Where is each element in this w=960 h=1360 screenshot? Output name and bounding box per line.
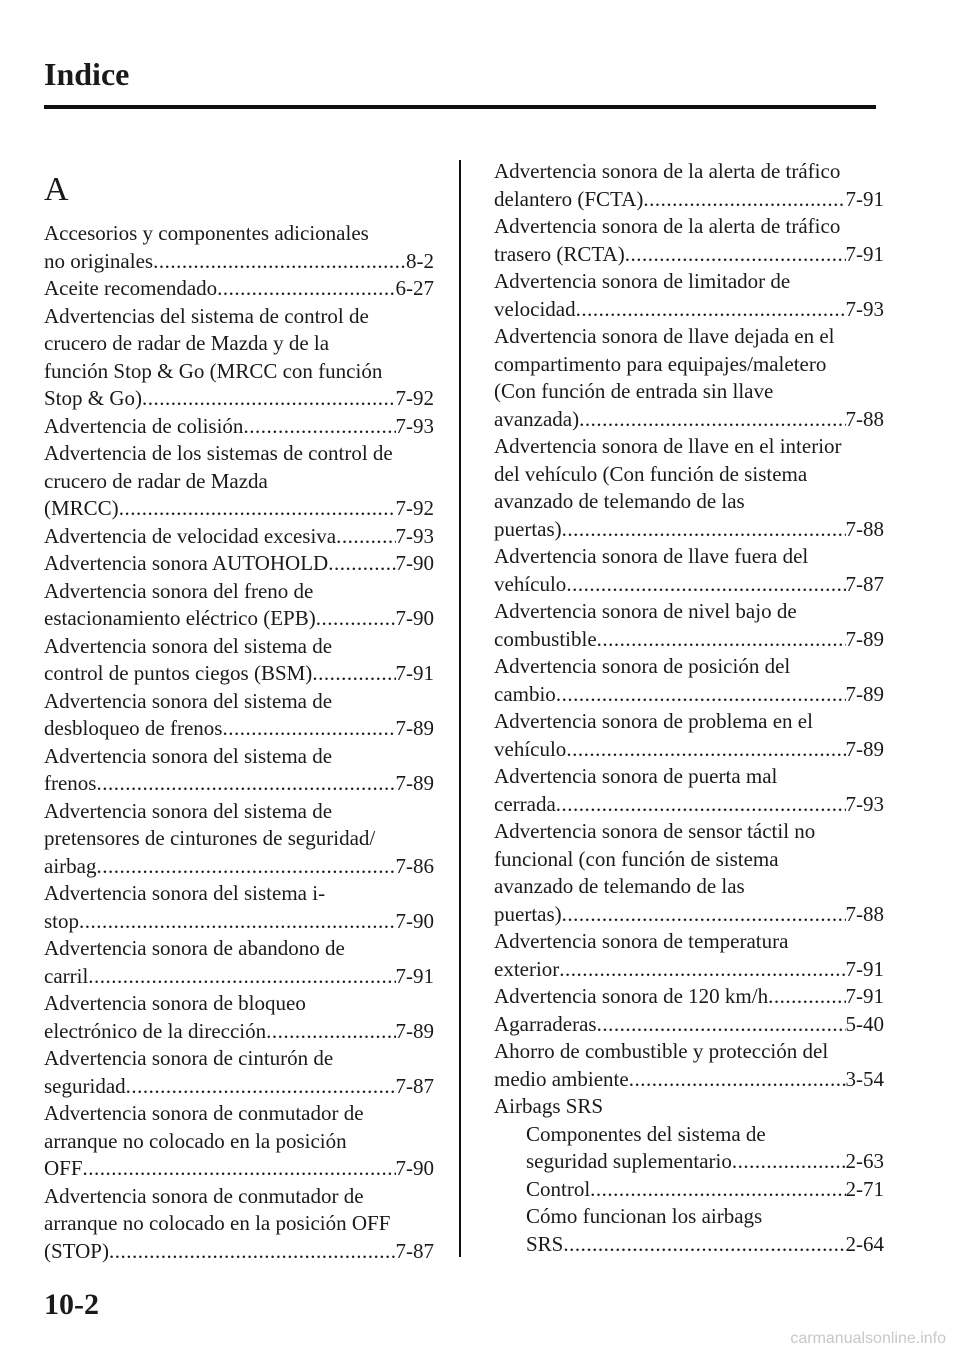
index-entry-text: del vehículo (Con función de sistema	[494, 461, 808, 486]
dot-leader	[83, 1155, 396, 1183]
index-entry-page: 2-63	[845, 1149, 884, 1173]
dot-leader	[336, 523, 395, 551]
dot-leader	[109, 1238, 396, 1266]
index-entry-text: Advertencia sonora de problema en el	[494, 709, 813, 733]
page-title: Indice	[44, 56, 130, 92]
index-entry	[494, 268, 884, 323]
index-entry	[494, 1038, 884, 1093]
index-entry	[494, 983, 884, 1011]
index-entry-leader-line	[44, 523, 434, 551]
index-entry-page: 7-88	[845, 901, 884, 926]
index-entry-text: arranque no colocado en la posición OFF	[44, 1211, 391, 1235]
index-entry-page: 7-93	[845, 296, 884, 321]
dot-leader	[96, 770, 395, 798]
index-entry-page: 7-91	[845, 186, 884, 211]
dot-leader	[328, 550, 395, 578]
index-entry-leader-line	[494, 1231, 884, 1259]
dot-leader	[126, 1073, 396, 1101]
index-entry-leader-line	[494, 736, 884, 764]
index-entry-page: 7-89	[845, 681, 884, 706]
index-entry-page: 7-93	[845, 791, 884, 816]
dot-leader	[153, 248, 406, 276]
index-entry-text: Advertencia sonora del sistema de	[44, 688, 333, 713]
index-entry	[494, 323, 884, 433]
index-entry-text: OFF	[44, 1156, 83, 1180]
header-rule	[44, 105, 876, 109]
index-entry-leader-line	[44, 908, 434, 936]
dot-leader	[643, 186, 845, 214]
index-entry-page: 7-90	[395, 606, 434, 630]
index-entry	[44, 688, 434, 743]
index-entry-leader-line	[494, 983, 884, 1011]
index-entry	[494, 158, 884, 213]
index-entry-text: medio ambiente	[494, 1066, 629, 1091]
index-entry-page: 2-64	[845, 1231, 884, 1256]
index-column-right	[494, 158, 884, 1258]
index-entry-text: frenos	[44, 771, 97, 795]
index-entry-leader-line	[44, 385, 434, 413]
index-entry-text: crucero de radar de Mazda y de la	[44, 331, 330, 355]
index-entry-page: 7-88	[845, 516, 884, 541]
dot-leader	[266, 1018, 395, 1046]
index-entry-text: Cómo funcionan los airbags	[526, 1204, 763, 1228]
index-entry	[44, 413, 434, 441]
index-entry-text: combustible	[494, 626, 597, 651]
index-entry	[494, 433, 884, 543]
index-entry-page: 7-87	[395, 1073, 434, 1098]
index-entry	[494, 708, 884, 763]
index-entry	[44, 743, 434, 798]
index-entry	[44, 880, 434, 935]
index-entry	[494, 1203, 884, 1258]
index-entry-text: (Con función de entrada sin llave	[494, 379, 774, 403]
index-entry-leader-line	[494, 1066, 884, 1094]
index-entry-text: Aceite recomendado	[44, 276, 218, 300]
index-entry-text: Airbags SRS	[494, 1094, 604, 1118]
index-entry	[44, 990, 434, 1045]
dot-leader	[316, 605, 396, 633]
dot-leader	[590, 1176, 845, 1204]
index-entry-text: Advertencia sonora de puerta mal	[494, 764, 778, 788]
index-entry-text: control de puntos ciegos (BSM)	[44, 661, 313, 685]
dot-leader	[556, 791, 846, 819]
index-entry-page: 7-89	[395, 771, 434, 795]
index-entry-leader-line	[44, 550, 434, 578]
index-entry-page: 6-27	[395, 276, 434, 300]
index-entry	[494, 213, 884, 268]
index-entry	[44, 1045, 434, 1100]
index-entry-text: Advertencia sonora de llave dejada en el	[494, 324, 835, 348]
index-entry-page: 7-89	[845, 626, 884, 651]
index-entry-page: 7-87	[395, 1238, 434, 1263]
index-entries-right	[494, 158, 884, 1258]
index-entry-text: carril	[44, 963, 89, 988]
index-entry-text: crucero de radar de Mazda	[44, 468, 268, 493]
index-entry-page: 7-91	[395, 963, 434, 988]
index-entry-text: Agarraderas	[494, 1011, 597, 1036]
index-entry-page: 7-87	[845, 571, 884, 596]
index-entry-text: funcional (con función de sistema	[494, 846, 779, 871]
index-entry-text: (STOP)	[44, 1238, 109, 1263]
index-entry-page: 2-71	[845, 1176, 884, 1201]
dot-leader	[566, 571, 845, 599]
index-entry-leader-line	[494, 791, 884, 819]
index-entry-text: Advertencia sonora del sistema de	[44, 743, 333, 768]
index-entry-text: Advertencia sonora de conmutador de	[44, 1183, 364, 1208]
index-entry-page: 7-90	[395, 908, 434, 933]
index-entry-page: 7-88	[845, 406, 884, 431]
dot-leader	[79, 908, 395, 936]
index-entry-text: Advertencia sonora de llave fuera del	[494, 544, 809, 568]
index-entry	[494, 818, 884, 928]
index-entry-text: avanzado de telemando de las	[494, 489, 745, 513]
index-entry-text: pretensores de cinturones de seguridad/	[44, 826, 376, 850]
column-divider	[459, 160, 461, 1257]
index-entry-text: delantero (FCTA)	[494, 186, 644, 211]
index-entry-text: arranque no colocado en la posición	[44, 1128, 347, 1153]
index-entry-text: Advertencia de velocidad excesiva	[44, 523, 337, 548]
dot-leader	[562, 901, 846, 929]
index-entry-text: cambio	[494, 681, 556, 706]
index-entry	[44, 1183, 434, 1266]
index-entry-text: Advertencia sonora de limitador de	[494, 269, 791, 293]
index-entry-page: 7-89	[395, 716, 434, 740]
index-entry-page: 7-91	[845, 984, 884, 1008]
index-entry	[494, 763, 884, 818]
index-entry-text: Advertencia sonora AUTOHOLD	[44, 551, 329, 575]
index-entry-leader-line	[44, 853, 434, 881]
dot-leader	[563, 1231, 845, 1259]
dot-leader	[142, 385, 395, 413]
index-entry-leader-line	[494, 571, 884, 599]
index-entry	[494, 1176, 884, 1204]
index-entry-page: 7-89	[395, 1018, 434, 1043]
index-entry-leader-line	[494, 1176, 884, 1204]
index-entry-text: avanzado de telemando de las	[494, 874, 745, 898]
dot-leader	[96, 853, 395, 881]
index-entry-leader-line	[44, 660, 434, 688]
index-entry-leader-line	[44, 1073, 434, 1101]
index-entry-text: Advertencia sonora del sistema de	[44, 798, 333, 823]
index-entry-text: Advertencia sonora de llave en el interior	[494, 434, 842, 458]
index-entry-text: Advertencia sonora de abandono de	[44, 936, 345, 960]
dot-leader	[597, 1011, 846, 1039]
index-entry	[44, 578, 434, 633]
index-entry-page: 7-90	[395, 551, 434, 575]
dot-leader	[222, 715, 395, 743]
index-entry	[44, 303, 434, 413]
index-entry	[494, 928, 884, 983]
index-entry-leader-line	[44, 1018, 434, 1046]
index-entry-text: Control	[526, 1176, 591, 1201]
index-entry-text: Advertencia sonora de cinturón de	[44, 1046, 334, 1070]
index-entry-text: Advertencia sonora de temperatura	[494, 929, 789, 953]
index-entry-text: estacionamiento eléctrico (EPB)	[44, 606, 316, 630]
index-entry-page: 7-86	[395, 853, 434, 878]
index-entry-text: Advertencia sonora del freno de	[44, 578, 314, 603]
index-entry-page: 7-91	[845, 956, 884, 981]
index-entry	[494, 543, 884, 598]
index-entry-leader-line	[494, 516, 884, 544]
index-entry-text: Stop & Go)	[44, 386, 143, 410]
index-entry-page: 7-92	[395, 386, 434, 410]
index-entry-text: Advertencia sonora del sistema de	[44, 633, 333, 658]
index-entry-text: Advertencia sonora del sistema i-	[44, 881, 326, 905]
index-entry-leader-line	[44, 715, 434, 743]
index-entry	[44, 275, 434, 303]
index-entry	[44, 1100, 434, 1183]
index-entry-text: airbag	[44, 853, 97, 878]
index-entry-leader-line	[44, 275, 434, 303]
index-entry-page: 8-2	[406, 248, 434, 273]
index-entry-text: Advertencia sonora de la alerta de tráfico	[494, 159, 841, 183]
index-entry	[44, 935, 434, 990]
index-column-left	[44, 162, 434, 1265]
index-entry-text: SRS	[526, 1231, 564, 1256]
page-number: 10-2	[44, 1288, 99, 1321]
index-entry	[494, 1121, 884, 1176]
index-entry-text: no originales	[44, 248, 154, 273]
index-entry-text: Advertencia de colisión	[44, 413, 244, 438]
index-entry-page: 7-91	[395, 661, 434, 685]
index-entry-text: Advertencia sonora de bloqueo	[44, 991, 306, 1015]
index-entry-text: exterior	[494, 956, 560, 981]
index-entry-text: puertas)	[494, 516, 562, 541]
index-entry-page: 7-93	[395, 413, 434, 438]
index-entry-text: Componentes del sistema de	[526, 1121, 766, 1146]
index-entry-text: Accesorios y componentes adicionales	[44, 221, 369, 245]
index-entry-leader-line	[44, 1238, 434, 1266]
index-entry-leader-line	[494, 956, 884, 984]
index-entry	[44, 550, 434, 578]
index-entry-text: función Stop & Go (MRCC con función	[44, 358, 383, 383]
index-entry	[44, 523, 434, 551]
index-entry	[494, 1093, 884, 1121]
index-entry-text: compartimento para equipajes/maletero	[494, 351, 827, 376]
dot-leader	[625, 241, 846, 269]
index-entry-text: electrónico de la dirección	[44, 1018, 267, 1043]
index-entry-leader-line	[44, 248, 434, 276]
dot-leader	[566, 736, 845, 764]
index-entry-text: seguridad	[44, 1073, 126, 1098]
index-entry-leader-line	[494, 681, 884, 709]
index-entry-text: trasero (RCTA)	[494, 241, 625, 266]
dot-leader	[579, 406, 845, 434]
index-entry	[44, 220, 434, 275]
index-entry-leader-line	[44, 605, 434, 633]
index-entry-text: vehículo	[494, 571, 567, 596]
index-entry-text: desbloqueo de frenos	[44, 716, 223, 740]
index-entry-text: stop	[44, 908, 80, 933]
index-entry-page: 7-91	[845, 241, 884, 266]
dot-leader	[562, 516, 846, 544]
index-entry-page: 7-92	[395, 496, 434, 520]
index-entry-page: 7-93	[395, 523, 434, 548]
index-entry-text: cerrada	[494, 791, 556, 816]
index-entry-leader-line	[494, 186, 884, 214]
index-entry-text: Advertencia sonora de sensor táctil no	[494, 819, 816, 843]
index-entry	[44, 633, 434, 688]
index-entry-text: Advertencia de los sistemas de control de	[44, 441, 393, 465]
index-entry-text: Ahorro de combustible y protección del	[494, 1039, 829, 1063]
index-entry-leader-line	[494, 406, 884, 434]
dot-leader	[243, 413, 395, 441]
index-entry	[44, 440, 434, 523]
index-entry-text: Advertencia sonora de 120 km/h	[494, 984, 769, 1008]
index-entry-leader-line	[494, 1011, 884, 1039]
index-entry	[44, 798, 434, 881]
index-entry-leader-line	[44, 963, 434, 991]
index-entry-leader-line	[494, 1148, 884, 1176]
index-entry	[494, 653, 884, 708]
dot-leader	[88, 963, 395, 991]
index-entry-text: vehículo	[494, 736, 567, 761]
index-entry-text: velocidad	[494, 296, 576, 321]
index-entry-page: 7-89	[845, 736, 884, 761]
index-entries-left	[44, 220, 434, 1265]
index-entry-leader-line	[494, 241, 884, 269]
index-entry-page: 5-40	[845, 1011, 884, 1036]
index-entry-leader-line	[44, 1155, 434, 1183]
index-entry	[494, 1011, 884, 1039]
dot-leader	[217, 275, 395, 303]
index-entry-text: Advertencia sonora de conmutador de	[44, 1101, 364, 1125]
index-entry-text: Advertencia sonora de posición del	[494, 654, 791, 678]
index-entry-text: Advertencia sonora de nivel bajo de	[494, 599, 797, 623]
dot-leader	[119, 495, 396, 523]
index-entry-page: 7-90	[395, 1156, 434, 1180]
index-entry-leader-line	[494, 901, 884, 929]
index-entry-text: Advertencias del sistema de control de	[44, 303, 369, 328]
dot-leader	[312, 660, 395, 688]
index-entry-text: Advertencia sonora de la alerta de tráfico	[494, 214, 841, 238]
index-entry-leader-line	[44, 770, 434, 798]
index-entry-page: 3-54	[845, 1066, 884, 1091]
index-entry-text: (MRCC)	[44, 496, 119, 520]
index-entry-leader-line	[494, 626, 884, 654]
dot-leader	[556, 681, 846, 709]
dot-leader	[768, 983, 845, 1011]
index-entry-text: seguridad suplementario	[526, 1149, 732, 1173]
index-entry-text: puertas)	[494, 901, 562, 926]
dot-leader	[732, 1148, 846, 1176]
dot-leader	[576, 296, 846, 324]
dot-leader	[629, 1066, 846, 1094]
index-entry-leader-line	[494, 296, 884, 324]
index-entry	[494, 598, 884, 653]
section-letter: A	[44, 171, 69, 208]
index-entry-leader-line	[44, 495, 434, 523]
index-entry-leader-line	[44, 413, 434, 441]
dot-leader	[597, 626, 846, 654]
watermark: carmanualsonline.info	[790, 1330, 946, 1347]
index-entry-text: avanzada)	[494, 406, 580, 431]
dot-leader	[559, 956, 845, 984]
